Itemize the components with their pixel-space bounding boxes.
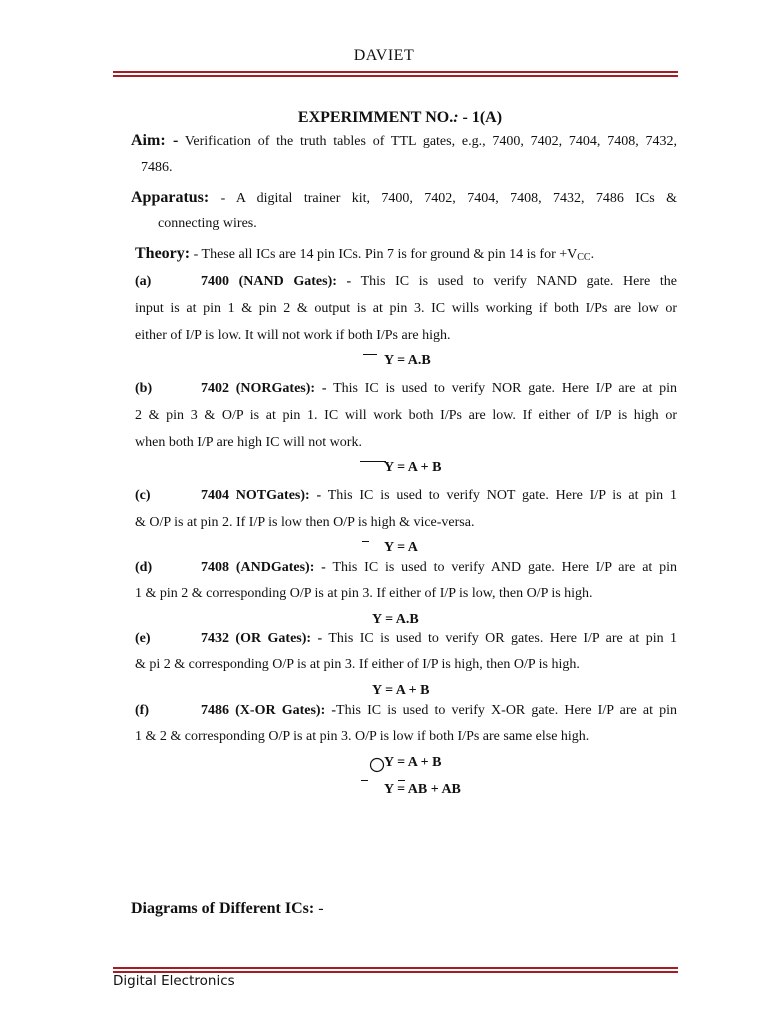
footer-text: Digital Electronics [113,973,235,989]
gate-f-line-2: 1 & 2 & corresponding O/P is at pin 3. O/P is low if both I/Ps are same else high. [135,729,590,744]
aim-line-2: 7486. [141,160,173,175]
gate-a-line-2: input is at pin 1 & pin 2 & output is at pin 3. IC wills working if both I/Ps are low or [135,301,677,316]
gate-f-line-1: (f) 7486 (X-OR Gates): -This IC is used to verify X-OR gate. Here I/P are at pin [135,703,677,718]
gate-f-equation-2: Y = AB + AB [384,782,461,797]
apparatus-line-2: connecting wires. [158,216,257,231]
gate-b-line-1: (b) 7402 (NORGates): - This IC is used to verify NOR gate. Here I/P are at pin [135,381,678,396]
gate-c-line-1: (c) 7404 NOTGates): - This IC is used to verify NOT gate. Here I/P is at pin 1 [135,488,677,503]
diagrams-heading: Diagrams of Different ICs: - [131,900,324,917]
gate-e-equation: Y = A + B [372,683,430,698]
gate-a-equation: Y = A.B [384,353,431,368]
gate-b-line-2: 2 & pin 3 & O/P is at pin 1. IC will work both I/Ps are low. If either of I/P is high or [135,408,677,423]
overbar [360,461,386,462]
gate-d-equation: Y = A.B [372,612,419,627]
xor-circle-icon [369,757,385,773]
header-rule-bottom [113,75,678,77]
gate-c-equation: Y = A [384,540,418,555]
gate-e-line-2: & pi 2 & corresponding O/P is at pin 3. If either of I/P is high, then O/P is high. [135,657,580,672]
gate-c-line-2: & O/P is at pin 2. If I/P is low then O/P is high & vice-versa. [135,515,475,530]
aim-line-1: Aim: - Verification of the truth tables of TTL gates, e.g., 7400, 7402, 7404, 7408, 7432, [131,132,678,149]
footer-rule-top [113,967,678,969]
overbar [398,780,405,781]
overbar [362,541,369,542]
gate-b-line-3: when both I/P are high IC will not work. [135,435,362,450]
page-header-title: DAVIET [353,47,415,64]
gate-f-equation: Y = A + B [384,755,442,770]
gate-e-line-1: (e) 7432 (OR Gates): - This IC is used to verify OR gates. Here I/P are at pin 1 [135,631,678,646]
theory-line: Theory: - These all ICs are 14 pin ICs. Pin 7 is for ground & pin 14 is for $+V_{CC}$. [135,245,595,263]
gate-a-line-3: either of I/P is low. It will not work if both I/Ps are high. [135,328,451,343]
experiment-title: EXPERIMMENT NO.: - 1(A) [297,109,503,126]
apparatus-line-1: Apparatus: - A digital trainer kit, 7400, 7402, 7404, 7408, 7432, 7486 ICs & [131,189,678,206]
gate-d-line-1: (d) 7408 (ANDGates): - This IC is used to verify AND gate. Here I/P are at pin [135,560,678,575]
overbar [363,354,377,355]
gate-b-equation: Y = A + B [384,460,442,475]
gate-a-line-1: (a) 7400 (NAND Gates): - This IC is used to verify NAND gate. Here the [135,274,677,289]
header-rule-top [113,71,678,73]
overbar [361,780,368,781]
gate-d-line-2: 1 & pin 2 & corresponding O/P is at pin 3. If either of I/P is low, then O/P is high. [135,586,593,601]
